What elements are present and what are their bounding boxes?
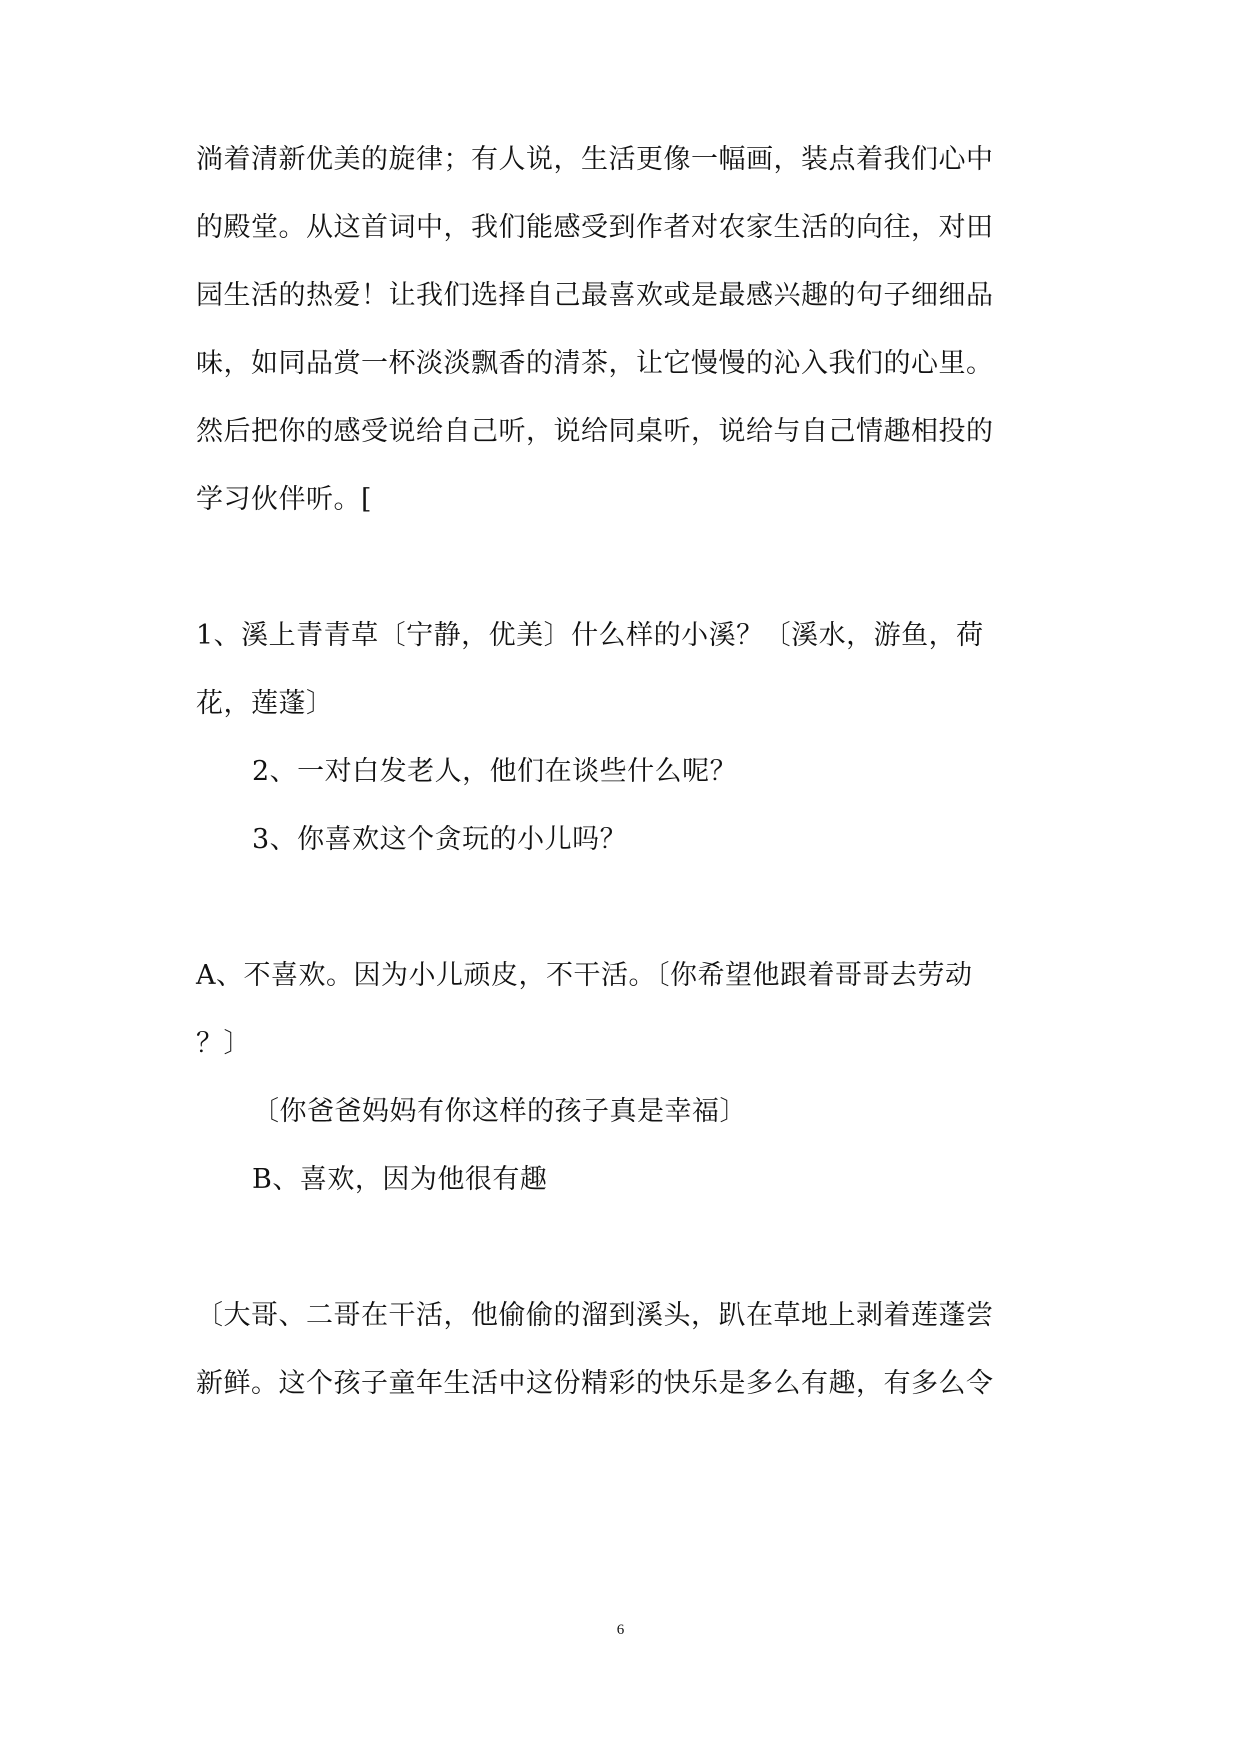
paragraph-1-line-4: 味，如同品赏一杯淡淡飘香的清茶，让它慢慢的沁入我们的心里。	[196, 348, 994, 379]
question-1-line-1: 1、溪上青青草〔宁静，优美〕什么样的小溪？〔溪水，游鱼，荷	[196, 620, 984, 651]
paragraph-1-line-5: 然后把你的感受说给自己听，说给同桌听，说给与自己情趣相投的	[196, 416, 994, 447]
question-2: 2、一对白发老人，他们在谈些什么呢？	[252, 756, 738, 787]
page-number: 6	[616, 1622, 625, 1638]
paragraph-1-line-3: 园生活的热爱！让我们选择自己最喜欢或是最感兴趣的句子细细品	[196, 280, 994, 311]
answer-a-line-2: ？〕	[196, 1028, 251, 1059]
question-3: 3、你喜欢这个贪玩的小儿吗？	[252, 824, 628, 855]
paragraph-1-line-2: 的殿堂。从这首词中，我们能感受到作者对农家生活的向往，对田	[196, 212, 994, 243]
answer-a-line-1: A、不喜欢。因为小儿顽皮，不干活。〔你希望他跟着哥哥去劳动	[196, 960, 973, 991]
paragraph-1-line-1: 淌着清新优美的旋律；有人说，生活更像一幅画，装点着我们心中	[196, 144, 994, 175]
paragraph-2-line-2: 新鲜。这个孩子童年生活中这份精彩的快乐是多么有趣，有多么令	[196, 1368, 994, 1399]
paragraph-2-line-1: 〔大哥、二哥在干活，他偷偷的溜到溪头，趴在草地上剥着莲蓬尝	[196, 1300, 994, 1331]
paragraph-1-line-6: 学习伙伴听。[	[196, 484, 373, 515]
question-1-line-2: 花，莲蓬〕	[196, 688, 334, 719]
answer-b: B、喜欢，因为他很有趣	[252, 1164, 548, 1195]
answer-a-note: 〔你爸爸妈妈有你这样的孩子真是幸福〕	[252, 1096, 747, 1127]
